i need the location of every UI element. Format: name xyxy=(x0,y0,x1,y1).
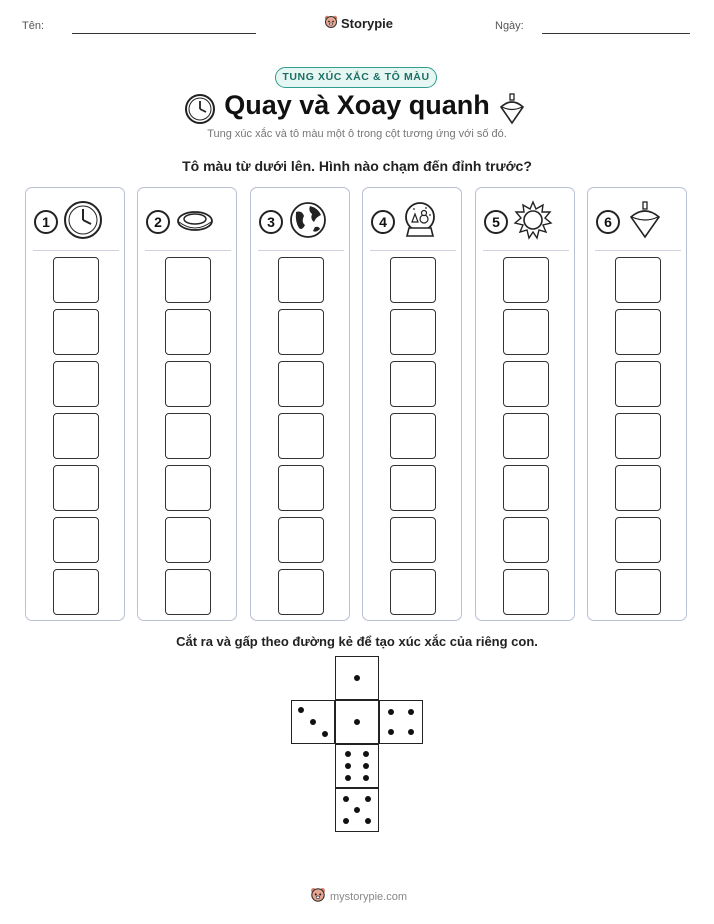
number-badge: 5 xyxy=(484,210,508,234)
die-pip xyxy=(365,818,371,824)
page-title: Quay và Xoay quanh xyxy=(224,90,490,120)
color-cell[interactable] xyxy=(390,309,436,355)
brand-name: Storypie xyxy=(341,16,394,31)
column-header xyxy=(596,204,680,240)
die-pip xyxy=(408,709,414,715)
die-pip xyxy=(363,763,369,769)
die-pip xyxy=(310,719,316,725)
color-cell[interactable] xyxy=(53,361,99,407)
color-cell[interactable] xyxy=(165,569,211,615)
number-badge: 2 xyxy=(146,210,170,234)
color-cell[interactable] xyxy=(165,309,211,355)
divider xyxy=(370,250,456,251)
globe-icon xyxy=(288,200,328,245)
die-pip xyxy=(354,675,360,681)
color-cell[interactable] xyxy=(503,517,549,563)
column-5 xyxy=(475,187,575,621)
spinning-top-icon xyxy=(625,200,665,245)
color-cell[interactable] xyxy=(615,413,661,459)
die-pip xyxy=(343,796,349,802)
divider xyxy=(258,250,344,251)
color-cell[interactable] xyxy=(53,257,99,303)
subtitle: Tung xúc xắc và tô màu một ô trong cột tương ứng với số đó. xyxy=(207,128,507,140)
column-2 xyxy=(137,187,237,621)
color-cell[interactable] xyxy=(278,413,324,459)
footer xyxy=(310,886,407,907)
die-pip xyxy=(354,807,360,813)
die-pip xyxy=(388,729,394,735)
die-pip xyxy=(363,751,369,757)
divider xyxy=(483,250,569,251)
color-cell[interactable] xyxy=(53,465,99,511)
die-pip xyxy=(345,775,351,781)
column-4 xyxy=(362,187,462,621)
die-pip xyxy=(298,707,304,713)
die-face-6 xyxy=(335,744,379,788)
bear-icon xyxy=(310,886,326,907)
sun-icon xyxy=(513,200,553,245)
column-header xyxy=(259,204,343,240)
color-cell[interactable] xyxy=(278,257,324,303)
die-pip xyxy=(345,751,351,757)
color-cell[interactable] xyxy=(615,569,661,615)
footer-url[interactable]: mystorypie.com xyxy=(330,890,408,903)
color-cell[interactable] xyxy=(278,517,324,563)
instruction: Tô màu từ dưới lên. Hình nào chạm đến đỉnh trước? xyxy=(182,158,532,174)
color-cell[interactable] xyxy=(53,517,99,563)
color-cell[interactable] xyxy=(390,413,436,459)
column-header xyxy=(146,204,230,240)
color-cell[interactable] xyxy=(503,413,549,459)
color-cell[interactable] xyxy=(390,257,436,303)
color-cell[interactable] xyxy=(278,309,324,355)
die-face-1 xyxy=(335,700,379,744)
die-face-5 xyxy=(335,788,379,832)
brand-logo xyxy=(324,14,393,33)
name-line xyxy=(72,33,256,34)
divider xyxy=(145,250,231,251)
number-badge: 6 xyxy=(596,210,620,234)
die-face-1 xyxy=(335,656,379,700)
color-cell[interactable] xyxy=(503,361,549,407)
color-cell[interactable] xyxy=(615,257,661,303)
color-cell[interactable] xyxy=(165,465,211,511)
clock-icon xyxy=(63,200,103,245)
spinning-top-icon xyxy=(498,93,526,130)
die-pip xyxy=(343,818,349,824)
category-badge: TUNG XÚC XẮC & TÔ MÀU xyxy=(275,67,437,88)
color-cell[interactable] xyxy=(278,465,324,511)
number-badge: 4 xyxy=(371,210,395,234)
die-face-4 xyxy=(379,700,423,744)
color-cell[interactable] xyxy=(503,569,549,615)
color-cell[interactable] xyxy=(278,361,324,407)
snow-globe-icon xyxy=(400,200,440,245)
color-cell[interactable] xyxy=(278,569,324,615)
number-badge: 1 xyxy=(34,210,58,234)
bear-icon xyxy=(324,14,338,33)
color-cell[interactable] xyxy=(53,309,99,355)
color-cell[interactable] xyxy=(615,309,661,355)
cutout-instruction: Cắt ra và gấp theo đường kẻ để tạo xúc xắc của riêng con. xyxy=(176,634,538,649)
die-face-3 xyxy=(291,700,335,744)
die-pip xyxy=(354,719,360,725)
color-cell[interactable] xyxy=(165,361,211,407)
color-cell[interactable] xyxy=(165,413,211,459)
color-cell[interactable] xyxy=(615,465,661,511)
color-cell[interactable] xyxy=(390,361,436,407)
color-cell[interactable] xyxy=(503,465,549,511)
color-cell[interactable] xyxy=(390,569,436,615)
die-pip xyxy=(408,729,414,735)
column-header xyxy=(484,204,568,240)
color-cell[interactable] xyxy=(390,465,436,511)
color-cell[interactable] xyxy=(390,517,436,563)
divider xyxy=(33,250,119,251)
die-pip xyxy=(345,763,351,769)
date-label: Ngày: xyxy=(495,20,524,32)
die-pip xyxy=(365,796,371,802)
ring-icon xyxy=(175,200,215,245)
color-cell[interactable] xyxy=(503,257,549,303)
color-cell[interactable] xyxy=(503,309,549,355)
number-badge: 3 xyxy=(259,210,283,234)
die-pip xyxy=(363,775,369,781)
color-cell[interactable] xyxy=(53,413,99,459)
name-label: Tên: xyxy=(22,20,45,32)
color-cell[interactable] xyxy=(615,361,661,407)
column-3 xyxy=(250,187,350,621)
date-line xyxy=(542,33,690,34)
color-cell[interactable] xyxy=(165,257,211,303)
color-cell[interactable] xyxy=(615,517,661,563)
color-cell[interactable] xyxy=(53,569,99,615)
die-pip xyxy=(322,731,328,737)
column-1 xyxy=(25,187,125,621)
die-pip xyxy=(388,709,394,715)
column-header xyxy=(34,204,118,240)
color-cell[interactable] xyxy=(165,517,211,563)
divider xyxy=(595,250,681,251)
column-6 xyxy=(587,187,687,621)
column-header xyxy=(371,204,455,240)
